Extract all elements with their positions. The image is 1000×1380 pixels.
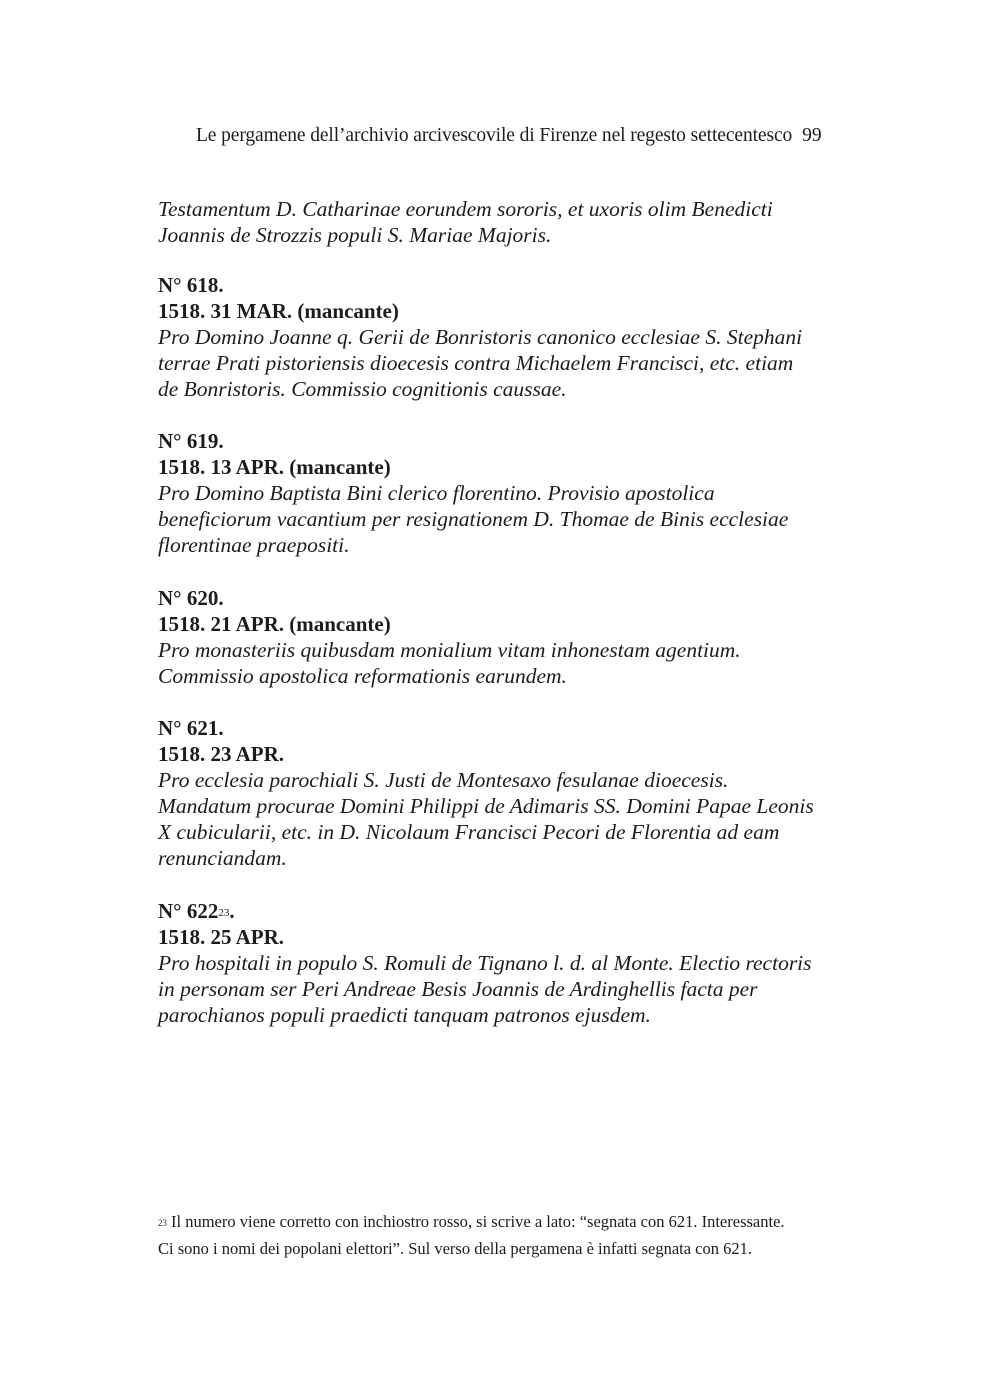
entry-619 (158, 428, 864, 558)
page-number: 99 (802, 125, 822, 146)
text-line: Joannis de Strozzis populi S. Mariae Majoris. (158, 223, 552, 247)
entry-number-suffix: . (229, 899, 235, 923)
running-title: Le pergamene dell’archivio arcivescovile di Firenze nel regesto settecentesco (196, 125, 793, 146)
text-line: Pro monasteriis quibusdam monialium vitam inhonestam agentium. (158, 638, 741, 662)
text-line: X cubicularii, etc. in D. Nicolaum Francisci Pecori de Florentia ad eam (158, 820, 780, 844)
footnote-line (158, 1208, 866, 1235)
intro-paragraph (158, 196, 864, 248)
entry-number-text: N° 622 (158, 899, 219, 923)
entry-number: N° 619. (158, 429, 224, 453)
entry-622 (158, 898, 864, 1028)
text-line: Pro Domino Joanne q. Gerii de Bonristoris canonico ecclesiae S. Stephani (158, 325, 803, 349)
text-line: renunciandam. (158, 846, 287, 870)
text-line: Pro Domino Baptista Bini clerico florentino. Provisio apostolica (158, 481, 715, 505)
text-line: Testamentum D. Catharinae eorundem sororis, et uxoris olim Benedicti (158, 197, 773, 221)
text-line: Pro ecclesia parochiali S. Justi de Montesaxo fesulanae dioecesis. (158, 768, 729, 792)
text-line: de Bonristoris. Commissio cognitionis caussae. (158, 377, 567, 401)
footnote-reference[interactable]: 23 (218, 907, 230, 919)
text-line: Commissio apostolica reformationis earundem. (158, 664, 567, 688)
text-line: in personam ser Peri Andreae Besis Joannis de Ardinghellis facta per (158, 977, 758, 1001)
entry-date: 1518. 23 APR. (158, 742, 284, 766)
footnote-line: Ci sono i nomi dei popolani elettori”. Sul verso della pergamena è infatti segnata con 621. (158, 1239, 753, 1258)
entry-date: 1518. 31 MAR. (mancante) (158, 299, 399, 323)
entry-618 (158, 272, 864, 402)
text-line: beneficiorum vacantium per resignationem D. Thomae de Binis ecclesiae (158, 507, 789, 531)
entry-number (158, 898, 864, 924)
entry-number: N° 618. (158, 273, 224, 297)
entry-number: N° 620. (158, 586, 224, 610)
footnote (158, 1208, 866, 1262)
text-line: Mandatum procurae Domini Philippi de Adimaris SS. Domini Papae Leonis (158, 794, 814, 818)
text-line: parochianos populi praedicti tanquam patronos ejusdem. (158, 1003, 651, 1027)
running-header (196, 124, 864, 148)
entry-date: 1518. 21 APR. (mancante) (158, 612, 391, 636)
text-line: florentinae praepositi. (158, 533, 350, 557)
text-line: Pro hospitali in populo S. Romuli de Tignano l. d. al Monte. Electio rectoris (158, 951, 812, 975)
text-line: terrae Prati pistoriensis dioecesis contra Michaelem Francisci, etc. etiam (158, 351, 794, 375)
entry-620 (158, 585, 864, 689)
entry-number: N° 621. (158, 716, 224, 740)
footnote-marker: 23 (158, 1218, 167, 1228)
entry-date: 1518. 25 APR. (158, 925, 284, 949)
entry-date: 1518. 13 APR. (mancante) (158, 455, 391, 479)
entry-621 (158, 715, 864, 871)
footnote-text: Il numero viene corretto con inchiostro rosso, si scrive a lato: “segnata con 621. Interessante. (171, 1212, 785, 1231)
